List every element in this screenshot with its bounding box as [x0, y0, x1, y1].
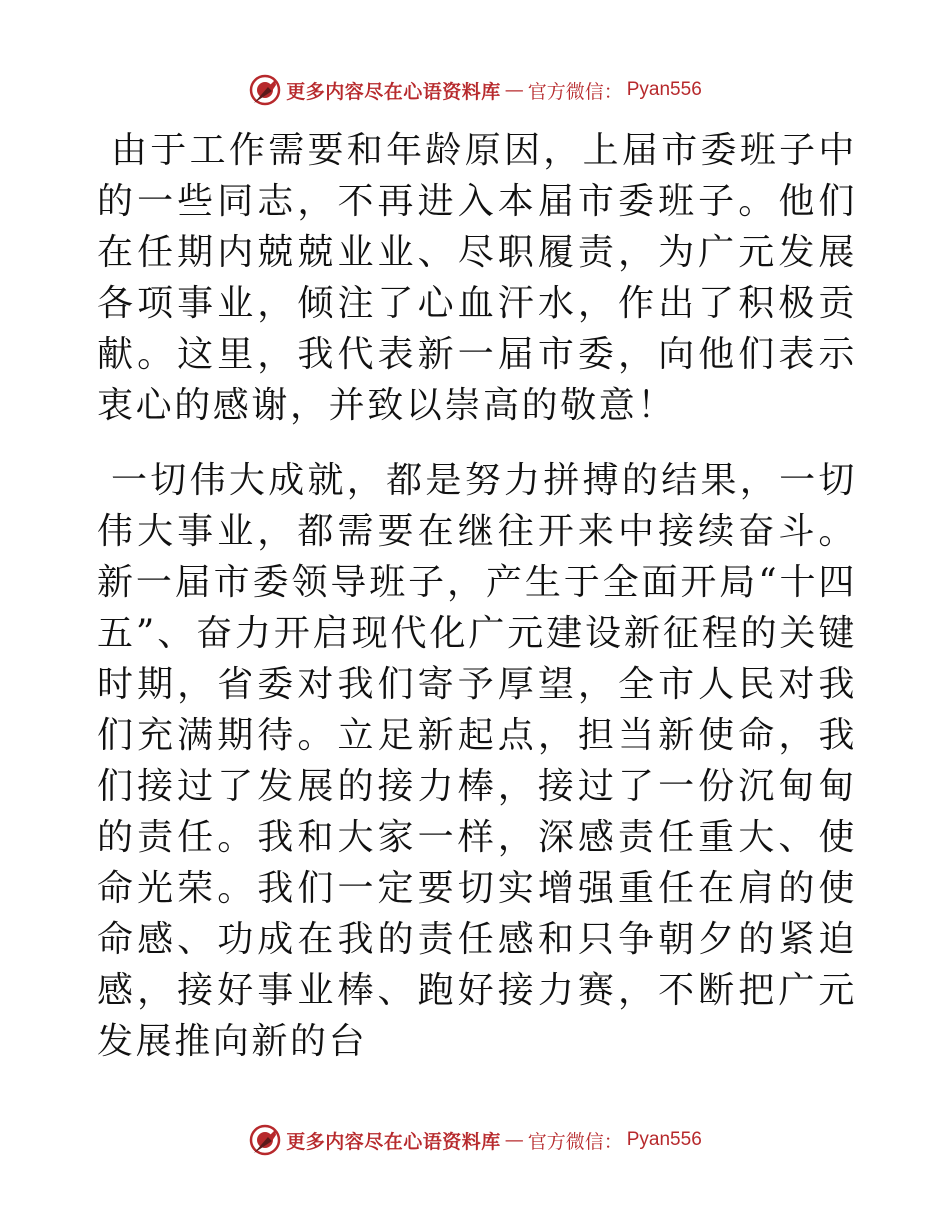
- wechat-id: Pyan556: [626, 1129, 702, 1150]
- wechat-id: Pyan556: [626, 79, 702, 100]
- wechat-label: 官方微信：: [527, 80, 623, 103]
- paragraph: 由于工作需要和年龄原因，上届市委班子中的一些同志，不再进入本届市委班子。他们在任期内兢兢业业、尽职履责，为广元发展各项事业，倾注了心血汗水，作出了积极贡献。这里，我代表新一届市委，向他们表示衷心的感谢，并致以崇高的敬意！: [97, 130, 857, 426]
- banner-separator: —: [504, 79, 524, 101]
- promo-text: 更多内容尽在心语资料库: [286, 80, 501, 103]
- footer-banner: [0, 1120, 950, 1160]
- promo-text: 更多内容尽在心语资料库: [286, 1130, 501, 1153]
- wechat-label: 官方微信：: [527, 1130, 623, 1153]
- paragraph: 一切伟大成就，都是努力拼搏的结果，一切伟大事业，都需要在继往开来中接续奋斗。新一届市委领导班子，产生于全面开局“十四五”、奋力开启现代化广元建设新征程的关键时期，省委对我们寄予厚望，全市人民对我们充满期待。立足新起点，担当新使命，我们接过了发展的接力棒，接过了一份沉甸甸的责任。我和大家一样，深感责任重大、使命光荣。我们一定要切实增强重任在肩的使命感、功成在我的责任感和只争朝夕的紧迫感，接好事业棒、跑好接力赛，不断把广元发展推向新的台: [97, 460, 857, 1062]
- banner-separator: —: [504, 1129, 524, 1151]
- pen-nib-logo-icon: [248, 73, 282, 107]
- pen-nib-logo-icon: [248, 1123, 282, 1157]
- header-banner: [0, 70, 950, 110]
- document-body: [97, 125, 857, 1067]
